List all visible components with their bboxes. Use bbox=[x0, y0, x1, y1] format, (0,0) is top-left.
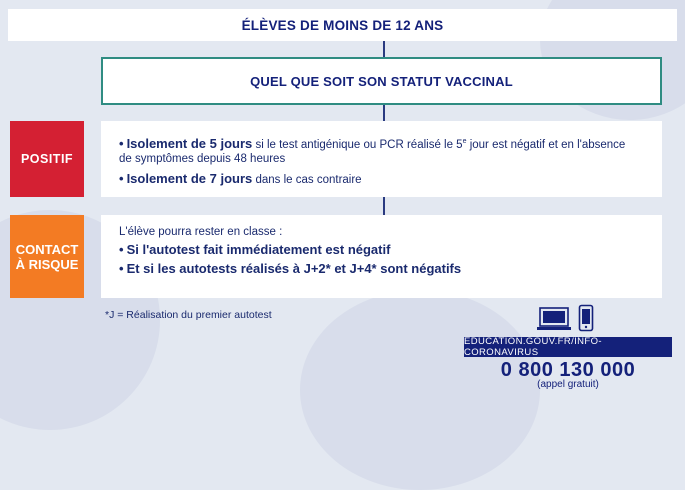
header-title: ÉLÈVES DE MOINS DE 12 ANS bbox=[241, 17, 444, 33]
contact-label-line1: CONTACT bbox=[15, 241, 79, 257]
bullet-icon: • bbox=[119, 261, 124, 276]
laptop-icon bbox=[536, 306, 572, 332]
footnote: *J = Réalisation du premier autotest bbox=[105, 309, 272, 321]
superscript: e bbox=[462, 138, 467, 145]
bullet-icon: • bbox=[119, 242, 124, 257]
hotline-number: 0 800 130 000 bbox=[500, 359, 636, 381]
connector-line bbox=[383, 41, 385, 57]
website-url-bar[interactable] bbox=[464, 337, 672, 357]
positive-bullet-2-text: dans le cas contraire bbox=[252, 173, 362, 186]
contact-bullet-2 bbox=[119, 261, 644, 277]
background-shape bbox=[300, 290, 540, 490]
hotline-note: (appel gratuit) bbox=[537, 379, 599, 390]
positive-bullet-2-bold: Isolement de 7 jours bbox=[126, 170, 253, 186]
connector-line bbox=[383, 197, 385, 215]
vaccination-status-box bbox=[101, 57, 662, 105]
header-title-bar bbox=[8, 9, 677, 41]
vaccination-status-label: QUEL QUE SOIT SON STATUT VACCINAL bbox=[250, 73, 513, 89]
bullet-icon: • bbox=[119, 170, 124, 186]
contact-bullet-2-text: Et si les autotests réalisés à J+2* et J+4* sont négatifs bbox=[126, 261, 462, 276]
positive-bullet-2 bbox=[119, 172, 644, 187]
bullet-icon: • bbox=[119, 135, 124, 151]
positive-bullet-1 bbox=[119, 135, 644, 152]
positive-label: POSITIF bbox=[20, 152, 74, 166]
contact-bullet-1 bbox=[119, 242, 644, 258]
smartphone-icon bbox=[578, 304, 594, 332]
positive-label-block bbox=[10, 121, 84, 197]
contact-content-box bbox=[101, 215, 662, 298]
positive-bullet-1-text: si le test antigénique ou PCR réalisé le 5 bbox=[252, 138, 463, 151]
positive-content-box bbox=[101, 121, 662, 197]
contact-intro: L'élève pourra rester en classe : bbox=[119, 226, 283, 238]
connector-line bbox=[383, 105, 385, 121]
contact-label-line2: À RISQUE bbox=[15, 256, 79, 272]
positive-bullet-1-line2: de symptômes depuis 48 heures bbox=[119, 152, 286, 165]
contact-bullet-1-text: Si l'autotest fait immédiatement est négatif bbox=[126, 242, 391, 257]
contact-label-block bbox=[10, 215, 84, 298]
website-url[interactable]: EDUCATION.GOUV.FR/INFO-CORONAVIRUS bbox=[464, 336, 602, 358]
positive-bullet-1-text-end: jour est négatif et en l'absence bbox=[466, 138, 626, 151]
positive-bullet-1-bold: Isolement de 5 jours bbox=[126, 135, 253, 151]
